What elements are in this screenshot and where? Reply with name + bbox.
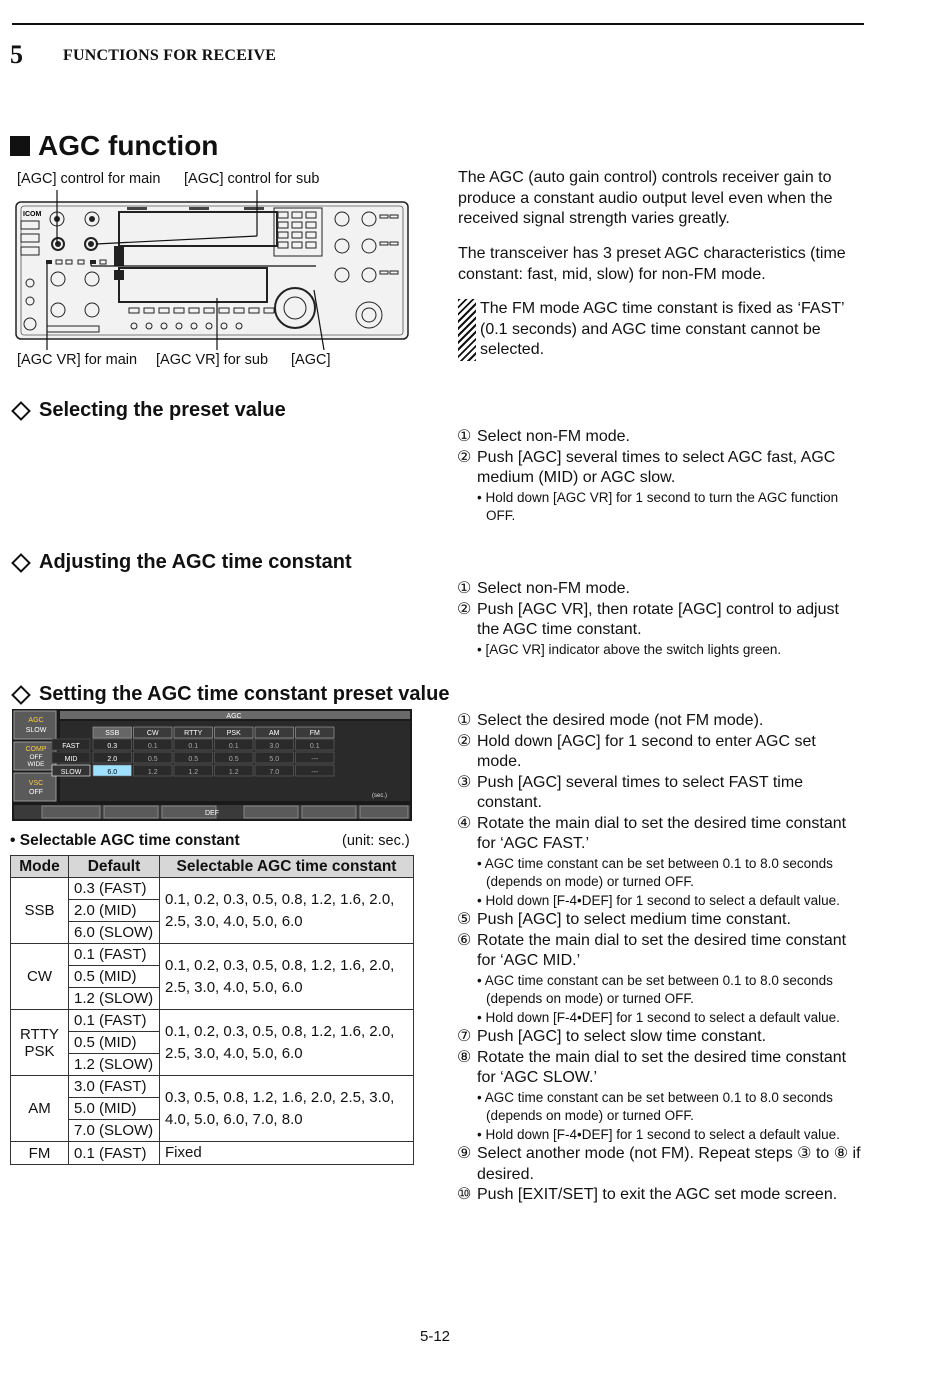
step-item [457, 732, 863, 773]
screen-cell-value: 2.0 [107, 756, 118, 763]
step-number: ② [457, 600, 472, 618]
col-header: Selectable AGC time constant [160, 856, 414, 878]
mode-cell: AM [11, 1076, 69, 1142]
agc-set-screen [12, 709, 412, 821]
screen-col-label: RTTY [184, 730, 203, 737]
def-softkey: DEF [205, 810, 219, 817]
screen-cell-value: 5.0 [269, 756, 280, 763]
callout-agc: [AGC] [291, 352, 331, 368]
note-hatch-icon [458, 299, 476, 361]
section-title-text: AGC function [38, 130, 219, 161]
step-text: Select another mode (not FM). Repeat steps ③ to ⑧ if desired. [477, 1145, 861, 1183]
callout-agc-vr-main: [AGC VR] for main [17, 352, 138, 368]
heading-adjusting [10, 551, 352, 574]
default-cell: 0.5 (MID) [69, 1032, 160, 1054]
step-number: ⑦ [457, 1028, 472, 1045]
step-note: • AGC time constant can be set between 0.1 to 8.0 seconds (depends on mode) or turned OFF. [477, 972, 833, 1006]
diamond-bullet-icon [11, 685, 31, 705]
step-number: ① [457, 580, 472, 597]
table-unit: (unit: sec.) [342, 833, 410, 849]
step-number: ① [457, 712, 472, 729]
step-text: Select non-FM mode. [477, 580, 630, 597]
selectable-cell: Fixed [160, 1142, 414, 1165]
agc-time-constant-table [10, 855, 414, 1165]
step-item [457, 711, 863, 732]
step-number: ② [457, 448, 472, 466]
screen-col-label: CW [146, 730, 159, 737]
step-note: • [AGC VR] indicator above the switch lights green. [477, 641, 782, 657]
step-text: Push [AGC] to select slow time constant. [477, 1028, 767, 1045]
steps-adjusting [457, 579, 863, 659]
mode-cell: CW [11, 944, 69, 1010]
step-text: Rotate the main dial to set the desired time constant for ‘AGC SLOW.’ [477, 1048, 847, 1086]
col-header: Mode [11, 856, 69, 878]
side-comp-value: OFF [29, 754, 43, 761]
step-item [457, 910, 863, 931]
screen-unit: (sec.) [372, 793, 387, 799]
step-item [457, 427, 863, 448]
step-number: ⑤ [457, 911, 472, 928]
table-row [11, 1076, 414, 1098]
screen-row-label: MID [64, 756, 78, 763]
default-cell: 0.1 (FAST) [69, 1010, 160, 1032]
square-bullet-icon [10, 136, 30, 156]
step-number: ① [457, 428, 472, 445]
side-vsc-label: VSC [28, 780, 44, 787]
screen-cell-value: 1.2 [188, 769, 199, 776]
default-cell: 0.3 (FAST) [69, 878, 160, 900]
screen-col-label: AM [269, 730, 280, 737]
screen-cell-value: 0.5 [147, 756, 158, 763]
mode-cell: FM [11, 1142, 69, 1165]
steps-selecting-preset [457, 427, 863, 526]
step-item [457, 814, 863, 855]
default-cell: 0.5 (MID) [69, 966, 160, 988]
table-header-row [11, 856, 414, 878]
screen-cell-value: 0.1 [147, 743, 158, 750]
step-note: • AGC time constant can be set between 0.1 to 8.0 seconds (depends on mode) or turned OFF. [477, 1089, 833, 1123]
screen-cell-value: 0.1 [309, 743, 320, 750]
intro-paragraph-2: The transceiver has 3 preset AGC characteristics (time constant: fast, mid, slow) for non-FM mode. [458, 245, 846, 283]
step-text: Rotate the main dial to set the desired time constant for ‘AGC MID.’ [477, 931, 847, 969]
screen-cell-value: --- [311, 756, 319, 763]
intro-paragraph-1: The AGC (auto gain control) controls receiver gain to produce a constant audio output level even when the received signal strength varies greatly. [458, 169, 833, 227]
screen-col-label: FM [309, 730, 320, 737]
screen-cell-value: 1.2 [228, 769, 239, 776]
header-rule [12, 23, 864, 25]
side-agc-value: SLOW [25, 727, 47, 734]
screen-cell-value: 7.0 [269, 769, 280, 776]
step-text: Select non-FM mode. [477, 428, 630, 445]
callout-agc-sub: [AGC] control for sub [184, 171, 320, 187]
chapter-number: 5 [10, 40, 23, 69]
table-row [11, 1142, 414, 1165]
section-title [10, 130, 218, 162]
default-cell: 0.1 (FAST) [69, 1142, 160, 1165]
screen-cell-value: 0.3 [107, 743, 118, 750]
selectable-cell: 0.1, 0.2, 0.3, 0.5, 0.8, 1.2, 1.6, 2.0, 2.5, 3.0, 4.0, 5.0, 6.0 [160, 944, 414, 1010]
default-cell: 7.0 (SLOW) [69, 1120, 160, 1142]
table-row [11, 878, 414, 900]
step-note: • Hold down [AGC VR] for 1 second to turn the AGC function OFF. [477, 489, 839, 523]
screen-cell-value: --- [311, 769, 319, 776]
step-text: Rotate the main dial to set the desired time constant for ‘AGC FAST.’ [477, 814, 847, 852]
screen-col-label: PSK [226, 730, 241, 737]
screen-cell-value: 0.1 [228, 743, 239, 750]
table-caption: • Selectable AGC time constant [10, 832, 240, 849]
fm-note-text: The FM mode AGC time constant is fixed as ‘FAST’ (0.1 seconds) and AGC time constant cannot be selected. [480, 300, 844, 358]
step-number: ⑨ [457, 1145, 472, 1162]
screen-cell-value: 0.1 [188, 743, 199, 750]
selectable-cell: 0.1, 0.2, 0.3, 0.5, 0.8, 1.2, 1.6, 2.0, 2.5, 3.0, 4.0, 5.0, 6.0 [160, 878, 414, 944]
step-number: ⑩ [457, 1186, 472, 1203]
table-row [11, 1010, 414, 1032]
side-comp-width: WIDE [27, 761, 45, 768]
screen-title: AGC [226, 713, 242, 720]
screen-cell-value: 6.0 [107, 769, 118, 776]
step-item [457, 600, 863, 641]
side-vsc-value: OFF [29, 789, 43, 796]
screen-col-label: SSB [105, 730, 120, 737]
step-text: Select the desired mode (not FM mode). [477, 712, 764, 729]
screen-cell-value: 0.5 [188, 756, 199, 763]
front-panel-illustration [14, 190, 410, 350]
step-number: ④ [457, 814, 472, 832]
step-note: • Hold down [F-4•DEF] for 1 second to select a default value. [477, 892, 840, 908]
fm-note [458, 299, 864, 361]
default-cell: 5.0 (MID) [69, 1098, 160, 1120]
callout-agc-main: [AGC] control for main [17, 171, 161, 187]
default-cell: 1.2 (SLOW) [69, 1054, 160, 1076]
callout-agc-vr-sub: [AGC VR] for sub [156, 352, 269, 368]
steps-setting [457, 711, 863, 1206]
screen-cell-value: 3.0 [269, 743, 280, 750]
default-cell: 6.0 (SLOW) [69, 922, 160, 944]
step-item [457, 1185, 863, 1206]
step-item [457, 1144, 863, 1185]
diamond-bullet-icon [11, 401, 31, 421]
step-text: Push [AGC] several times to select AGC fast, AGC medium (MID) or AGC slow. [477, 448, 836, 486]
step-note: • AGC time constant can be set between 0.1 to 8.0 seconds (depends on mode) or turned OFF. [477, 855, 833, 889]
step-text: Push [AGC VR], then rotate [AGC] control to adjust the AGC time constant. [477, 600, 839, 638]
heading-selecting-preset [10, 399, 286, 422]
screen-row-label: FAST [62, 743, 80, 750]
step-note: • Hold down [F-4•DEF] for 1 second to select a default value. [477, 1126, 840, 1142]
default-cell: 2.0 (MID) [69, 900, 160, 922]
screen-cell-value: 1.2 [147, 769, 158, 776]
screen-row-label: SLOW [60, 769, 82, 776]
step-item [457, 1027, 863, 1048]
step-number: ② [457, 732, 472, 750]
step-number: ⑥ [457, 931, 472, 949]
step-number: ⑧ [457, 1048, 472, 1066]
step-text: Push [AGC] several times to select FAST time constant. [477, 773, 804, 811]
table-row [11, 944, 414, 966]
mode-cell: RTTY PSK [11, 1010, 69, 1076]
step-item [457, 773, 863, 814]
step-text: Push [AGC] to select medium time constant. [477, 911, 791, 928]
step-item [457, 579, 863, 600]
step-item [457, 931, 863, 972]
step-text: Hold down [AGC] for 1 second to enter AGC set mode. [477, 732, 816, 770]
heading-text: Setting the AGC time constant preset value [39, 683, 450, 705]
step-number: ③ [457, 773, 472, 791]
selectable-cell: 0.1, 0.2, 0.3, 0.5, 0.8, 1.2, 1.6, 2.0, 2.5, 3.0, 4.0, 5.0, 6.0 [160, 1010, 414, 1076]
step-item [457, 1048, 863, 1089]
default-cell: 0.1 (FAST) [69, 944, 160, 966]
step-note: • Hold down [F-4•DEF] for 1 second to select a default value. [477, 1009, 840, 1025]
col-header: Default [69, 856, 160, 878]
chapter-title: FUNCTIONS FOR RECEIVE [63, 47, 277, 64]
page-number: 5-12 [420, 1328, 451, 1345]
default-cell: 3.0 (FAST) [69, 1076, 160, 1098]
side-agc-label: AGC [28, 717, 44, 724]
diamond-bullet-icon [11, 553, 31, 573]
icom-logo: ICOM [23, 211, 42, 218]
heading-setting [10, 683, 449, 706]
heading-text: Selecting the preset value [39, 399, 286, 421]
selectable-cell: 0.3, 0.5, 0.8, 1.2, 1.6, 2.0, 2.5, 3.0, 4.0, 5.0, 6.0, 7.0, 8.0 [160, 1076, 414, 1142]
heading-text: Adjusting the AGC time constant [39, 551, 352, 573]
mode-cell: SSB [11, 878, 69, 944]
step-item [457, 448, 863, 489]
side-comp-label: COMP [25, 746, 47, 753]
screen-cell-value: 0.5 [228, 756, 239, 763]
step-text: Push [EXIT/SET] to exit the AGC set mode screen. [477, 1186, 838, 1203]
default-cell: 1.2 (SLOW) [69, 988, 160, 1010]
